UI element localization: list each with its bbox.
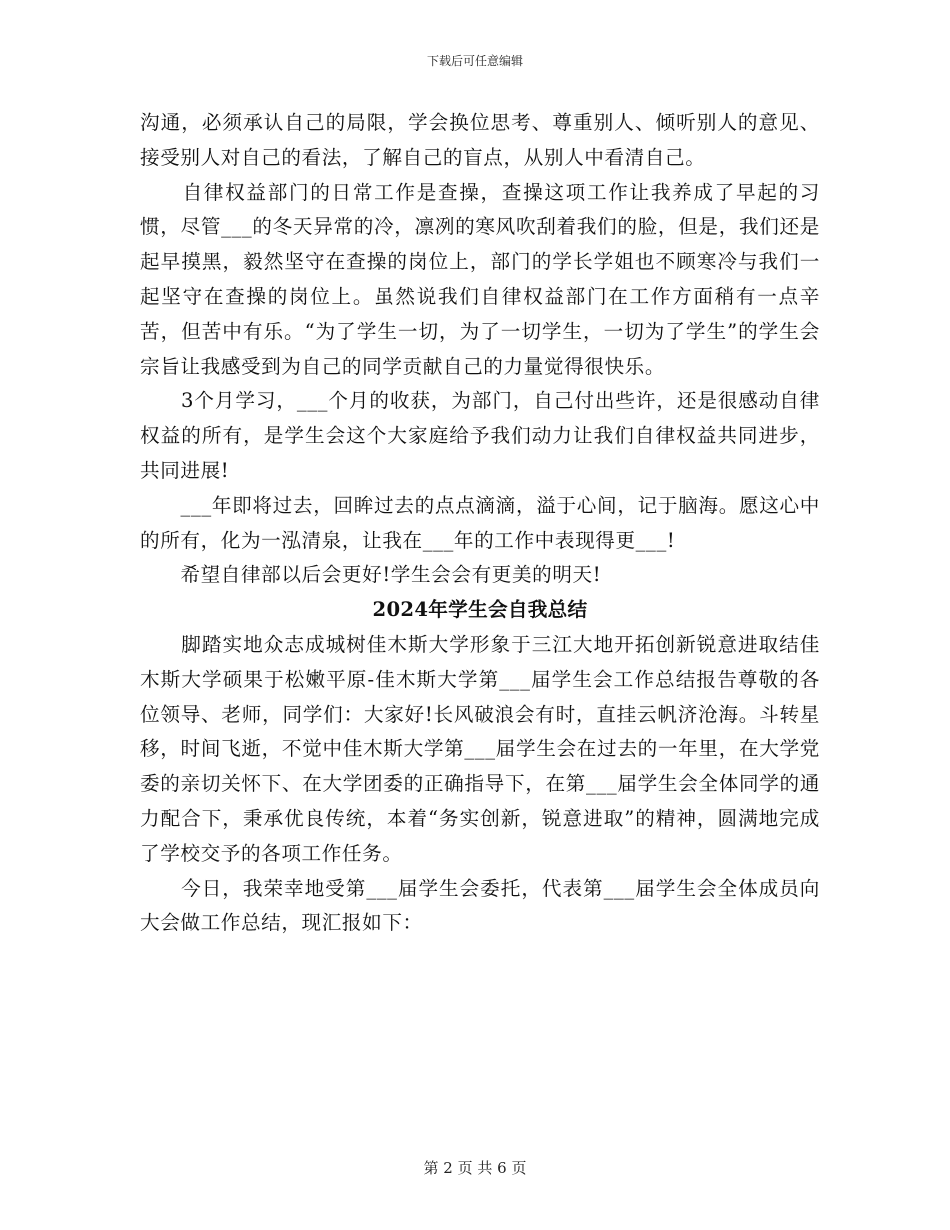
paragraph: 沟通，必须承认自己的局限，学会换位思考、尊重别人、倾听别人的意见、接受别人对自己的看法，了解自己的盲点，从别人中看清自己。 [140,111,820,169]
paragraph: 自律权益部门的日常工作是查操，查操这项工作让我养成了早起的习惯，尽管___的冬天异常的冷，凛冽的寒风吹刮着我们的脸，但是，我们还是起早摸黑，毅然坚守在查操的岗位上，部门的学长学姐也不顾寒冷与我们一起坚守在查操的岗位上。虽然说我们自律权益部门在工作方面稍有一点辛苦，但苦中有乐。“为了学生一切，为了一切学生，一切为了学生”的学生会宗旨让我感受到为自己的同学贡献自己的力量觉得很快乐。 [140,180,820,378]
paragraph: 3个月学习，___个月的收获，为部门，自己付出些许，还是很感动自律权益的所有，是学生会这个大家庭给予我们动力让我们自律权益共同进步，共同进展! [140,389,820,482]
paragraph: 希望自律部以后会更好!学生会会有更美的明天! [140,563,602,587]
page-number: 第 2 页 共 6 页 [423,1159,527,1177]
paragraph: 脚踏实地众志成城树佳木斯大学形象于三江大地开拓创新锐意进取结佳木斯大学硕果于松嫩平原-佳木斯大学第___届学生会工作总结报告尊敬的各位领导、老师，同学们：大家好!长风破浪会有时，直挂云帆济沧海。斗转星移，时间飞逝，不觉中佳木斯大学第___届学生会在过去的一年里，在大学党委的亲切关怀下、在大学团委的正确指导下，在第___届学生会全体同学的通力配合下，秉承优良传统，本着“务实创新，锐意进取”的精神，圆满地完成了学校交予的各项工作任务。 [140,632,820,865]
page-header: 下载后可任意编辑 [426,54,523,68]
paragraph: 今日，我荣幸地受第___届学生会委托，代表第___届学生会全体成员向大会做工作总结，现汇报如下： [140,876,820,935]
section-title: 2024年学生会自我总结 [372,598,588,622]
paragraph: ___年即将过去，回眸过去的点点滴滴，溢于心间，记于脑海。愿这心中的所有，化为一泓清泉，让我在___年的工作中表现得更___! [140,493,820,552]
document-body [140,106,820,941]
